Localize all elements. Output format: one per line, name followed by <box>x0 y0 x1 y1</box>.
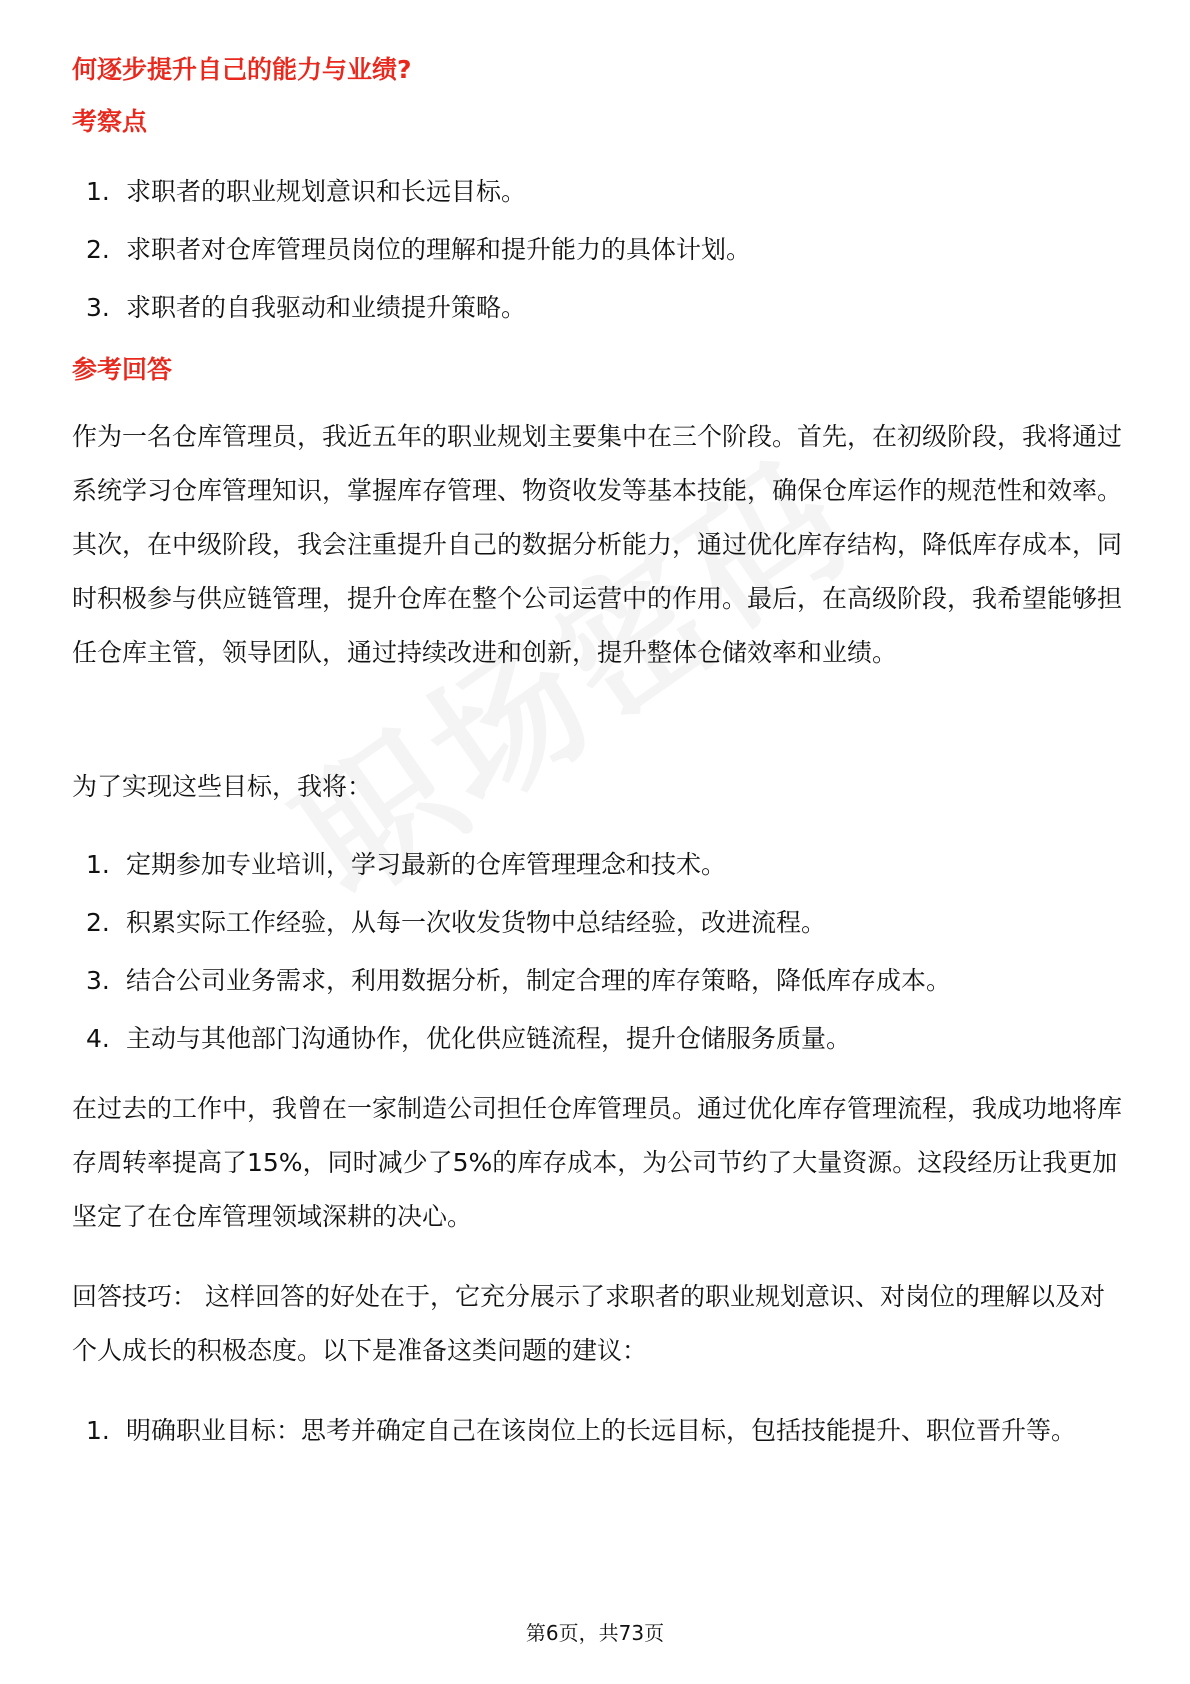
list-item: 1. 求职者的职业规划意识和长远目标。 <box>86 177 527 206</box>
list-item: 3. 求职者的自我驱动和业绩提升策略。 <box>86 293 527 322</box>
heading-examination-points: 考察点 <box>72 107 148 136</box>
examination-points-list <box>72 163 1122 337</box>
list-item: 4. 主动与其他部门沟通协作，优化供应链流程，提升仓储服务质量。 <box>86 1024 852 1053</box>
heading-reference-answer: 参考回答 <box>72 355 173 384</box>
list-item: 1. 明确职业目标：思考并确定自己在该岗位上的长远目标，包括技能提升、职位晋升等。 <box>86 1416 1077 1445</box>
action-plan-list <box>72 836 1122 1068</box>
answer-paragraph-3: 在过去的工作中，我曾在一家制造公司担任仓库管理员。通过优化库存管理流程，我成功地将库存周转率提高了15%，同时减少了5%的库存成本，为公司节约了大量资源。这段经历让我更加坚定了在仓库管理领域深耕的决心。 <box>72 1094 1123 1231</box>
list-item: 2. 求职者对仓库管理员岗位的理解和提升能力的具体计划。 <box>86 235 752 264</box>
list-item: 2. 积累实际工作经验，从每一次收发货物中总结经验，改进流程。 <box>86 908 827 937</box>
list-item: 3. 结合公司业务需求，利用数据分析，制定合理的库存策略，降低库存成本。 <box>86 966 952 995</box>
page-number: 第6页，共73页 <box>525 1621 665 1645</box>
list-item: 1. 定期参加专业培训，学习最新的仓库管理理念和技术。 <box>86 850 727 879</box>
answer-tips-paragraph: 回答技巧： 这样回答的好处在于，它充分展示了求职者的职业规划意识、对岗位的理解以及对个人成长的积极态度。以下是准备这类问题的建议： <box>72 1282 1105 1365</box>
answer-paragraph-1: 作为一名仓库管理员，我近五年的职业规划主要集中在三个阶段。首先，在初级阶段，我将通过系统学习仓库管理知识，掌握库存管理、物资收发等基本技能，确保仓库运作的规范性和效率。其次，在中级阶段，我会注重提升自己的数据分析能力，通过优化库存结构，降低库存成本，同时积极参与供应链管理，提升仓库在整个公司运营中的作用。最后，在高级阶段，我希望能够担任仓库主管，领导团队，通过持续改进和创新，提升整体仓储效率和业绩。 <box>72 422 1123 667</box>
question-title: 何逐步提升自己的能力与业绩? <box>72 55 412 84</box>
answer-paragraph-2: 为了实现这些目标，我将： <box>72 772 373 801</box>
tips-list <box>72 1404 1122 1458</box>
